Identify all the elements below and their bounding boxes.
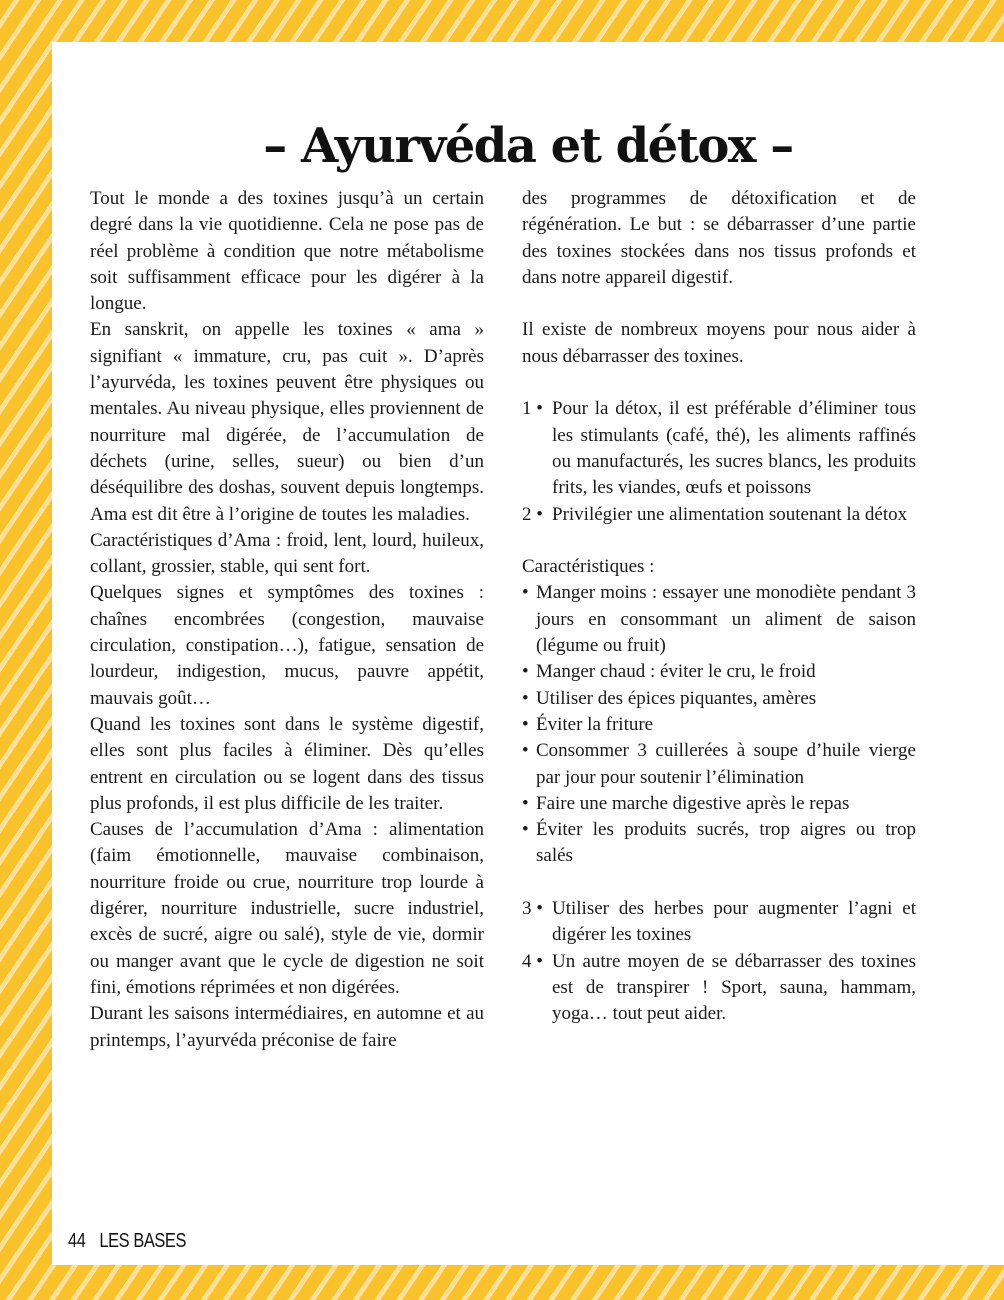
list-item-text: Éviter la friture	[536, 713, 654, 735]
list-item-text: Utiliser des épices piquantes, amères	[536, 687, 817, 709]
spacer	[522, 370, 916, 396]
page-title: – Ayurvéda et détox –	[263, 118, 793, 175]
list-marker: 1 •	[522, 398, 543, 420]
page-footer	[68, 1230, 186, 1253]
numbered-item	[522, 949, 916, 1028]
numbered-item	[522, 896, 916, 949]
bullet-icon: •	[522, 687, 529, 709]
list-item-text: Privilégier une alimentation soutenant la détox	[552, 503, 908, 525]
spacer	[522, 870, 916, 896]
spacer	[522, 528, 916, 554]
numbered-item	[522, 502, 916, 528]
paragraph-means-intro: Il existe de nombreux moyens pour nous aider à nous débarrasser des toxines.	[522, 319, 916, 367]
list-marker: 4 •	[522, 950, 543, 972]
bullet-item	[522, 738, 916, 791]
paragraph-causes: Causes de l’accumulation d’Ama : alimentation (faim émotionnelle, mauvaise combinaison, nourriture froide ou crue, nourriture trop lourde à digérer, nourriture industrielle, sucre industriel, excès de sucré, aigre ou salé), style de vie, dormir ou manger avant que le cycle de digestion ne soit fini, émotions réprimées et non digérées.	[90, 819, 484, 998]
numbered-item	[522, 396, 916, 501]
bullet-item	[522, 817, 916, 870]
bullet-item	[522, 712, 916, 738]
section-label: LES BASES	[99, 1230, 186, 1252]
paragraph-sanskrit: En sanskrit, on appelle les toxines « ama » signifiant « immature, cru, pas cuit ». D’après l’ayurvéda, les toxines peuvent être physiques ou mentales. Au niveau physique, elles proviennent de nourriture mal digérée, de l’accumulation de déchets (urine, selles, sueur) ou bien d’un déséquilibre des doshas, souvent depuis longtemps. Ama est dit être à l’origine de toutes les maladies.	[90, 319, 484, 525]
list-marker: 2 •	[522, 503, 543, 525]
bullet-icon: •	[522, 792, 529, 814]
paragraph-ama-characteristics: Caractéristiques d’Ama : froid, lent, lourd, huileux, collant, grossier, stable, qui sent fort.	[90, 529, 484, 578]
bullet-icon: •	[522, 661, 529, 683]
list-item-text: Manger moins : essayer une monodiète pendant 3 jours en consommant un aliment de saison (légume ou fruit)	[536, 582, 916, 657]
page-number: 44	[68, 1230, 86, 1252]
bullet-icon: •	[522, 713, 529, 735]
bullet-item	[522, 659, 916, 685]
list-marker: 3 •	[522, 898, 543, 920]
left-column	[90, 186, 484, 1054]
list-item-text: Pour la détox, il est préférable d’éliminer tous les stimulants (café, thé), les aliments raffinés ou manufacturés, les sucres blancs, les produits frits, les viandes, œufs et poissons	[552, 398, 916, 499]
paragraph-continuation: des programmes de détoxification et de régénération. Le but : se débarrasser d’une partie des toxines stockées dans nos tissus profonds et dans notre appareil digestif.	[522, 188, 916, 288]
list-item-text: Utiliser des herbes pour augmenter l’agni et digérer les toxines	[552, 898, 916, 946]
paragraph-symptoms: Quelques signes et symptômes des toxines : chaînes encombrées (congestion, mauvaise circulation, constipation…), fatigue, sensation de lourdeur, indigestion, mucus, pauvre appétit, mauvais goût…	[90, 582, 484, 709]
spacer	[522, 291, 916, 317]
bullet-item	[522, 580, 916, 659]
paragraph-seasons: Durant les saisons intermédiaires, en automne et au printemps, l’ayurvéda préconise de faire	[90, 1003, 484, 1051]
bullet-icon: •	[522, 819, 529, 841]
bullet-icon: •	[522, 582, 529, 604]
list-item-text: Consommer 3 cuillerées à soupe d’huile vierge par jour pour soutenir l’élimination	[536, 740, 916, 788]
right-column	[522, 186, 916, 1028]
characteristics-heading: Caractéristiques :	[522, 556, 655, 578]
list-item-text: Éviter les produits sucrés, trop aigres ou trop salés	[536, 819, 916, 867]
list-item-text: Faire une marche digestive après le repas	[536, 792, 850, 814]
page-panel	[52, 42, 1004, 1265]
paragraph-digestive: Quand les toxines sont dans le système digestif, elles sont plus faciles à éliminer. Dès qu’elles entrent en circulation ou se logent dans des tissus plus profonds, il est plus difficile de les traiter.	[90, 713, 484, 814]
bullet-item	[522, 686, 916, 712]
bullet-item	[522, 791, 916, 817]
list-item-text: Un autre moyen de se débarrasser des toxines est de transpirer ! Sport, sauna, hammam, yoga… tout peut aider.	[552, 950, 916, 1025]
bullet-icon: •	[522, 740, 529, 762]
paragraph-intro: Tout le monde a des toxines jusqu’à un certain degré dans la vie quotidienne. Cela ne pose pas de réel problème à condition que notre métabolisme soit suffisamment efficace pour les digérer à la longue.	[90, 188, 484, 315]
list-item-text: Manger chaud : éviter le cru, le froid	[536, 661, 816, 683]
